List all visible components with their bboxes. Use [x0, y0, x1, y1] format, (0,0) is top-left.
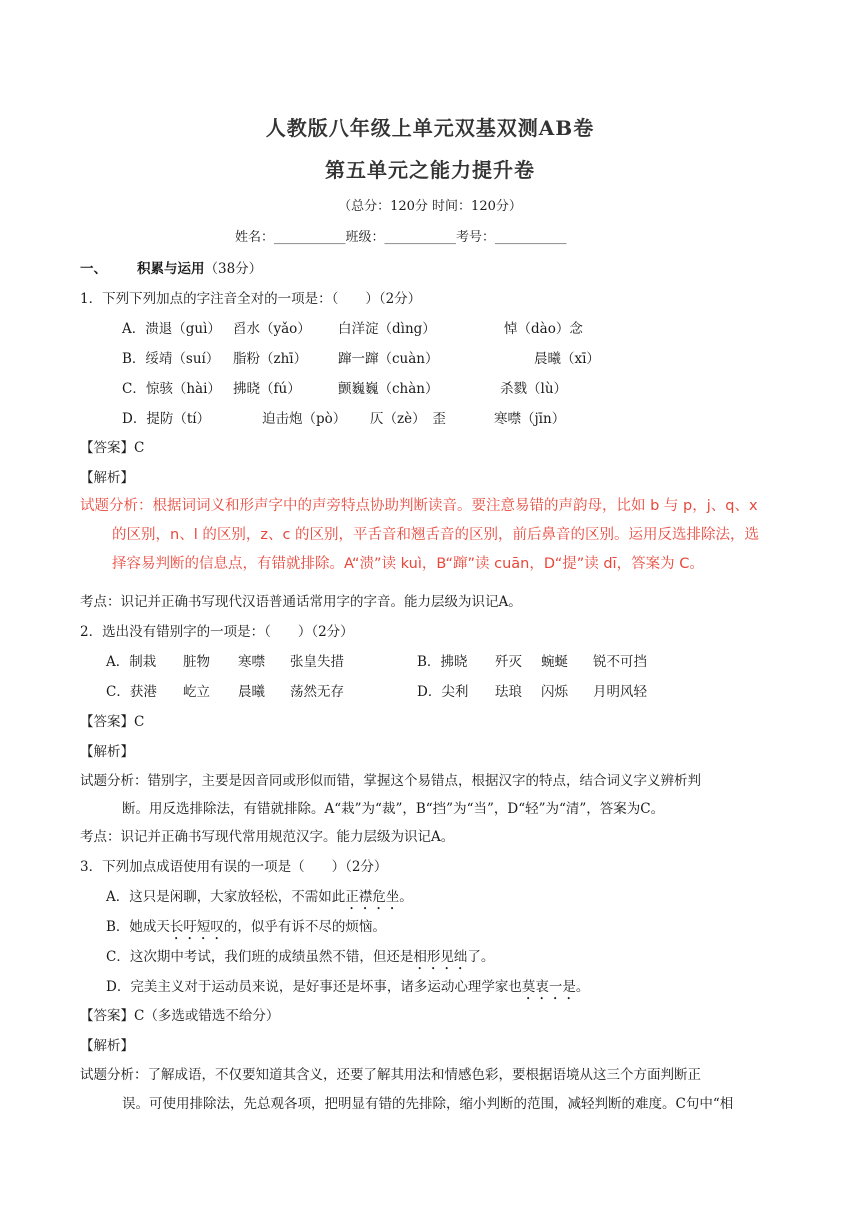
score-time-info: （总分：120分 时间：120分） — [338, 199, 522, 214]
q2-option-item: 珐琅 — [495, 684, 522, 700]
q3-dotted-idiom: 正襟危坐 — [345, 889, 400, 905]
q2-option-item: 寒噤 — [238, 654, 265, 670]
document-title: 人教版八年级上单元双基双测AB卷 — [265, 116, 595, 140]
section-heading — [80, 257, 262, 277]
q1-answer: 【答案】C — [80, 440, 145, 456]
q2-analysis-label: 【解析】 — [80, 744, 134, 760]
q1-analysis-line: 试题分析：根据词词义和形声字中的声旁特点协助判断读音。要注意易错的声韵母，比如 b 与 p，j、q、x — [80, 498, 758, 514]
q2-option-item: 锐不可挡 — [593, 654, 647, 670]
q3-analysis-line: 误。可使用排除法，先总观各项，把明显有错的先排除，缩小判断的范围，减轻判断的难度。C句中“相 — [122, 1096, 734, 1112]
q2-option-item: D．尖利 — [417, 684, 469, 700]
q2-option-item: C．获港 — [106, 684, 157, 700]
q1-c-item: 杀戮（lù） — [500, 381, 568, 397]
q1-d-item: 寒噤（jīn） — [494, 411, 566, 427]
section-number: 一、 — [80, 261, 107, 277]
q3-analysis-line: 试题分析：了解成语，不仅要知道其含义，还要了解其用法和情感色彩，要根据语境从这三个方面判断正 — [80, 1067, 701, 1083]
section-title: 积累与运用 — [137, 261, 205, 277]
q2-option-item: 月明风轻 — [593, 684, 647, 700]
q3-option-text: D．完美主义对于运动员来说，是好事还是坏事，诸多运动心理学家也 — [106, 979, 522, 995]
q1-a-item: A．溃退（guì） — [122, 321, 221, 337]
q1-a-item: 悼（dào）念 — [504, 321, 583, 337]
q1-kaodian: 考点：识记并正确书写现代汉语普通话常用字的字音。能力层级为识记A。 — [80, 594, 522, 610]
question-3-stem: 3．下列加点成语使用有误的一项是（ ）（2分） — [80, 859, 388, 875]
q3-option-text: 。 — [575, 979, 590, 995]
q2-option-item: 晨曦 — [238, 684, 265, 700]
q2-analysis-line: 试题分析：错别字，主要是因音同或形似而错，掌握这个易错点，根据汉字的特点，结合词义字义辨析判 — [80, 773, 701, 789]
q3-option-text: 。 — [399, 889, 413, 905]
q3-dotted-idiom: 相形见绌 — [413, 949, 468, 965]
q1-a-item: 白洋淀（dìng） — [338, 321, 436, 337]
q3-option-text: A．这只是闲聊，大家放轻松，不需如此 — [106, 889, 346, 905]
q1-analysis-line: 择容易判断的信息点，有错就排除。A“溃”读 kuì，B“蹿”读 cuān，D“提”读 dī，答案为 C。 — [112, 556, 704, 572]
q2-option-item: 歼灭 — [495, 654, 522, 670]
q3-option-text: B．她成天 — [106, 919, 170, 935]
q2-option-item: 张皇失措 — [290, 654, 344, 670]
q2-option-item: A．制栽 — [106, 654, 157, 670]
q3-answer: 【答案】C（多选或错选不给分） — [80, 1008, 280, 1024]
q3-analysis-label: 【解析】 — [80, 1038, 134, 1054]
section-score: （38分） — [204, 261, 263, 277]
q1-c-item: 拂晓（fú） — [233, 381, 301, 397]
q2-kaodian: 考点：识记并正确书写现代常用规范汉字。能力层级为识记A。 — [80, 829, 455, 845]
q1-analysis-label: 【解析】 — [80, 470, 134, 486]
q3-option-text: 了。 — [467, 949, 495, 965]
student-info-fields: 姓名：___________班级：___________考号：___________ — [235, 230, 567, 245]
q2-option-item: 蜿蜒 — [541, 654, 568, 670]
q3-option-b — [106, 915, 386, 943]
q2-option-item: 荡然无存 — [290, 684, 344, 700]
q1-b-item: B．绥靖（suí） — [122, 351, 220, 367]
q3-dotted-idiom: 长吁短叹 — [169, 919, 224, 935]
q3-dotted-idiom: 莫衷一是 — [521, 979, 576, 995]
q1-d-item: D．提防（tí） — [122, 411, 211, 427]
q2-option-item: 闪烁 — [541, 684, 568, 700]
q2-option-item: B．拂晓 — [417, 654, 468, 670]
q1-a-item: 舀水（yǎo） — [233, 321, 311, 337]
q1-c-item: C．惊骇（hài） — [122, 381, 221, 397]
question-1-stem: 1．下列下列加点的字注音全对的一项是：（ ）（2分） — [80, 291, 422, 307]
q1-c-item: 颤巍巍（chàn） — [338, 381, 439, 397]
q2-analysis-line: 断。用反选排除法，有错就排除。A“栽”为“裁”，B“挡”为“当”，D“轻”为“清”，答案为C。 — [122, 801, 665, 817]
q3-option-a — [106, 885, 413, 913]
q1-b-item: 晨曦（xī） — [534, 351, 600, 367]
q2-option-item: 屹立 — [183, 684, 210, 700]
q2-answer: 【答案】C — [80, 714, 145, 730]
q3-option-text: 的，似乎有诉不尽的烦恼。 — [223, 919, 386, 935]
q1-d-item: 仄（zè） 歪 — [370, 411, 446, 427]
question-2-stem: 2．选出没有错别字的一项是：（ ）（2分） — [80, 624, 354, 640]
q1-b-item: 脂粉（zhī） — [233, 351, 308, 367]
q1-d-item: 迫击炮（pò） — [262, 411, 347, 427]
document-subtitle: 第五单元之能力提升卷 — [325, 158, 535, 182]
q3-option-c — [106, 945, 494, 973]
q1-b-item: 蹿一蹿（cuàn） — [338, 351, 439, 367]
q3-option-text: C．这次期中考试，我们班的成绩虽然不错，但还是 — [106, 949, 414, 965]
q3-option-d — [106, 975, 589, 1003]
q2-option-item: 脏物 — [183, 654, 210, 670]
q1-analysis-line: 的区别，n、l 的区别，z、c 的区别，平舌音和翘舌音的区别，前后鼻音的区别。运用反选排除法，选 — [112, 527, 760, 543]
